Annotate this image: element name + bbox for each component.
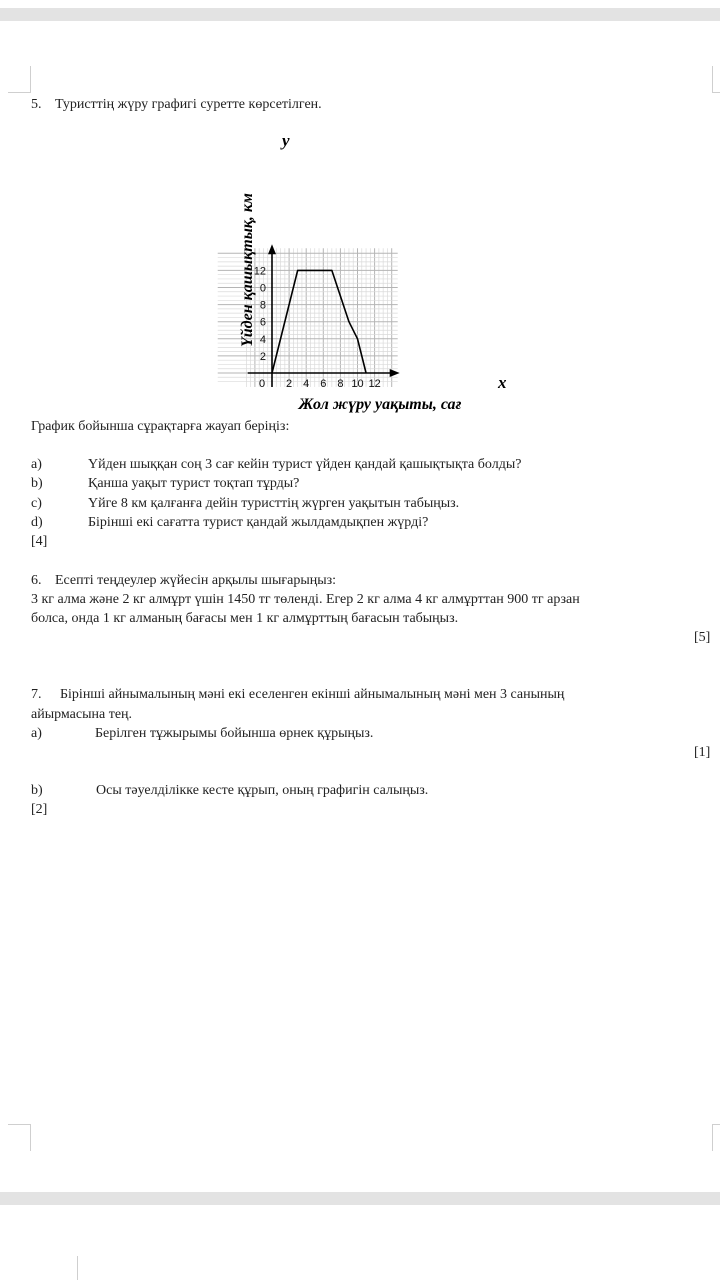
q6-score: [5]: [694, 630, 711, 645]
q5-instruction: График бойынша сұрақтарға жауап беріңіз:: [31, 419, 290, 434]
q6-line1: 3 кг алма және 2 кг алмұрт үшін 1450 тг төленді. Егер 2 кг алма 4 кг алмұрттан 900 тг арзан: [31, 592, 580, 607]
y-tick-label: 0: [259, 282, 266, 295]
crop-mark-bottom-right: [712, 1124, 720, 1151]
q5c-label: c): [31, 496, 42, 511]
q6-text: Есепті теңдеулер жүйесін арқылы шығарыңыз:: [55, 573, 337, 588]
crop-mark-top-right: [712, 66, 720, 93]
q5d-text: Бірінші екі сағатта турист қандай жылдамдықпен жүрді?: [88, 515, 429, 530]
y-tick-label: 8: [259, 299, 266, 312]
y-tick-label: 12: [253, 265, 266, 278]
x-axis-arrow: [390, 369, 400, 377]
y-axis-arrow: [268, 244, 276, 254]
q5-score: [4]: [31, 534, 48, 549]
q5c-text: Үйге 8 км қалғанға дейін туристтің жүрген уақытын табыңыз.: [88, 496, 460, 511]
x-tick-label: 12: [368, 378, 381, 390]
q7a-text: Берілген тұжырымы бойынша өрнек құрыңыз.: [95, 726, 374, 741]
x-tick-label: 4: [303, 378, 310, 390]
y-tick-label: 6: [259, 316, 266, 329]
x-tick-label: 6: [320, 378, 327, 390]
q5-number: 5.: [31, 97, 42, 112]
bottom-page-gap: [0, 1192, 720, 1205]
x-tick-label: 2: [286, 378, 293, 390]
x-tick-label: 0: [258, 378, 266, 390]
x-tick-label: 10: [351, 378, 364, 390]
q6-line2: болса, онда 1 кг алманың бағасы мен 1 кг алмұрттың бағасын табыңыз.: [31, 611, 459, 626]
next-page-margin-line: [77, 1256, 79, 1280]
q7-line2: айырмасына тең.: [31, 707, 133, 722]
q7-number: 7.: [31, 687, 42, 702]
y-axis-title: Үйден қашықтық, км: [239, 193, 256, 347]
q7a-score: [1]: [694, 745, 711, 760]
q5a-text: Үйден шыққан соң 3 сағ кейін турист үйден қандай қашықтықта болды?: [88, 457, 522, 472]
q5-text: Туристтің жүру графигі суретте көрсетілген.: [55, 97, 322, 112]
y-tick-label: 2: [259, 350, 266, 363]
q5a-label: a): [31, 457, 42, 472]
q7a-label: a): [31, 726, 42, 741]
y-axis-letter: y: [282, 131, 290, 150]
q6-number: 6.: [31, 573, 42, 588]
q5d-label: d): [31, 515, 43, 530]
q7b-label: b): [31, 783, 43, 798]
y-tick-label: 4: [259, 333, 266, 346]
distance-time-chart: [200, 128, 520, 418]
q5b-label: b): [31, 476, 43, 491]
q5b-text: Қанша уақыт турист тоқтап тұрды?: [88, 476, 300, 491]
q7-line1: Бірінші айнымалының мәні екі еселенген екінші айнымалының мәні мен 3 санының: [60, 687, 565, 702]
top-page-gap: [0, 8, 720, 21]
q7b-text: Осы тәуелділікке кесте құрып, оның графигін салыңыз.: [96, 783, 429, 798]
x-axis-letter: x: [498, 373, 507, 392]
crop-mark-top-left: [8, 66, 31, 93]
x-axis-title: Жол жүру уақыты, сағ: [298, 396, 462, 413]
crop-mark-bottom-left: [8, 1124, 31, 1151]
x-tick-label: 8: [337, 378, 344, 390]
q7b-score: [2]: [31, 802, 48, 817]
